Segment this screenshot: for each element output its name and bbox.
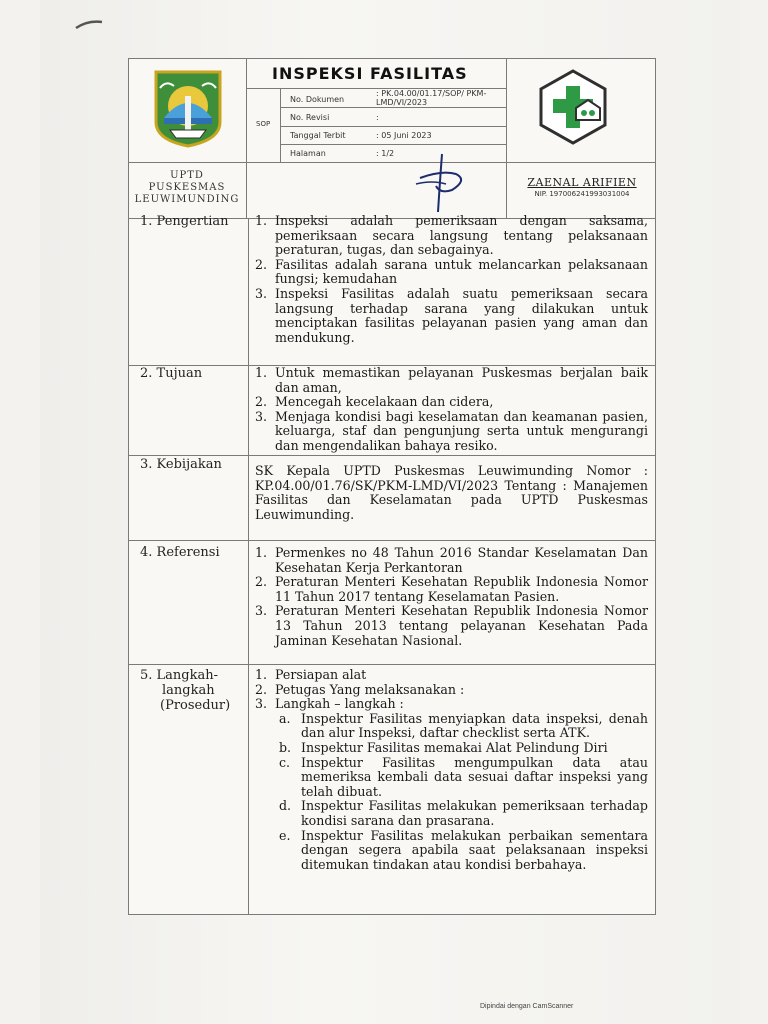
document-title: INSPEKSI FASILITAS (272, 64, 468, 83)
list-item (255, 366, 648, 395)
org-line: LEUWIMUNDING (134, 194, 240, 205)
label-line: 5. Langkah- (140, 668, 219, 683)
scanner-watermark: Dipindai dengan CamScanner (480, 1003, 574, 1010)
item-text: Fasilitas adalah sarana untuk melancarkan pelaksanaan fungsi; kemudahan (275, 256, 648, 287)
meta-label: No. Dokumen (290, 95, 345, 104)
list-item (255, 258, 648, 287)
item-number: 3. (255, 603, 268, 619)
sop-label: SOP (256, 120, 271, 128)
divider (128, 540, 656, 541)
item-text: Inspeksi Fasilitas adalah suatu pemeriksaan secara langsung terhadap sarana yang dilakukan untuk menciptakan fasilitas pelayanan pasien yang aman dan mendukung. (275, 285, 648, 345)
item-number: 3. (255, 408, 268, 424)
item-number: 1. (255, 545, 268, 560)
list-item (255, 604, 648, 648)
divider (280, 144, 506, 145)
list-item (255, 697, 648, 712)
item-text: Inspektur Fasilitas menyiapkan data inspeksi, denah dan alur Inspeksi, daftar checklist serta ATK. (301, 710, 648, 741)
meta-value: : 1/2 (376, 149, 395, 158)
label-line: (Prosedur) (160, 698, 231, 713)
section-body-langkah (255, 668, 648, 872)
item-number: 2. (255, 681, 268, 697)
puskesmas-logo (536, 68, 610, 146)
meta-label: No. Revisi (290, 113, 330, 122)
item-letter: b. (279, 739, 292, 755)
item-text: Persiapan alat (275, 667, 367, 682)
sub-list-item (279, 829, 648, 873)
item-text: Untuk memastikan pelayanan Puskesmas berjalan baik dan aman, (275, 365, 648, 395)
divider (248, 218, 249, 915)
item-letter: d. (279, 798, 292, 814)
item-text: Inspektur Fasilitas memakai Alat Pelindung Diri (301, 739, 608, 755)
item-number: 1. (255, 667, 268, 682)
section-body-referensi (255, 546, 648, 648)
item-number: 1. (255, 213, 268, 228)
meta-value: : PK.04.00/01.17/SOP/ PKM-LMD/VI/2023 (376, 89, 487, 107)
item-text: Menjaga kondisi bagi keselamatan dan keamanan pasien, keluarga, staf dan pengunjung serta untuk mengurangi dan mengendalikan bahaya resiko. (275, 408, 648, 453)
item-text: Inspektur Fasilitas melakukan perbaikan sementara dengan segera apabila saat pelaksanaan inspeksi ditemukan tindakan atau kondisi berbahaya. (301, 827, 648, 872)
section-body-tujuan (255, 366, 648, 454)
section-label-pengertian: 1. Pengertian (140, 214, 229, 229)
divider (128, 455, 656, 456)
divider (280, 88, 281, 162)
list-item (255, 575, 648, 604)
item-number: 3. (255, 696, 268, 712)
org-line: UPTD (170, 170, 204, 181)
section-body-pengertian (255, 214, 648, 345)
sub-list-item (279, 712, 648, 741)
item-text: Peraturan Menteri Kesehatan Republik Indonesia Nomor 11 Tahun 2017 tentang Keselamatan Pasien. (275, 574, 648, 604)
list-item (255, 214, 648, 258)
divider (128, 664, 656, 665)
item-number: 3. (255, 285, 268, 301)
org-line: PUSKESMAS (148, 182, 226, 193)
item-number: 2. (255, 574, 268, 590)
meta-value: : 05 Juni 2023 (376, 131, 432, 140)
section-label-langkah (140, 668, 230, 713)
item-number: 1. (255, 365, 268, 380)
list-item (255, 668, 648, 683)
item-text: Permenkes no 48 Tahun 2016 Standar Keselamatan Dan Kesehatan Kerja Perkantoran (275, 545, 648, 575)
item-letter: a. (279, 710, 291, 726)
divider (506, 58, 507, 218)
list-item (255, 287, 648, 345)
item-text: Inspektur Fasilitas mengumpulkan data atau memeriksa kembali data sesuai daftar inspeksi yang telah dibuat. (301, 754, 648, 799)
item-text: Inspektur Fasilitas melakukan pemeriksaan terhadap kondisi sarana dan prasarana. (301, 798, 648, 828)
sub-list-item (279, 741, 648, 756)
divider (280, 126, 506, 127)
list-item (255, 410, 648, 454)
meta-label: Halaman (290, 149, 326, 158)
regency-emblem-logo (150, 68, 226, 148)
divider (280, 107, 506, 108)
signer-nip: NIP. 197006241993031004 (534, 190, 630, 198)
sub-list-item (279, 799, 648, 828)
section-label-referensi: 4. Referensi (140, 545, 220, 560)
section-label-tujuan: 2. Tujuan (140, 366, 203, 381)
list-item (255, 683, 648, 698)
label-line: langkah (162, 683, 215, 698)
pen-mark (72, 14, 106, 34)
list-item (255, 395, 648, 410)
item-text: Petugas Yang melaksanakan : (275, 681, 465, 697)
item-letter: c. (279, 754, 291, 770)
signature-image (412, 150, 470, 216)
item-letter: e. (279, 827, 291, 843)
meta-label: Tanggal Terbit (290, 131, 346, 140)
meta-value: : (376, 113, 379, 122)
section-label-kebijakan: 3. Kebijakan (140, 457, 222, 472)
item-text: Inspeksi adalah pemeriksaan dengan saksama, pemeriksaan secara langsung tentang pelaksanaan peraturan, tugas, dan sebagainya. (275, 213, 648, 258)
organization-name (132, 170, 242, 206)
list-item (255, 546, 648, 575)
divider (246, 58, 247, 218)
divider (128, 162, 656, 163)
item-text: Langkah – langkah : (275, 696, 404, 712)
sub-list-item (279, 756, 648, 800)
item-text: Peraturan Menteri Kesehatan Republik Indonesia Nomor 13 Tahun 2013 tentang pelayanan Kesehatan Pada Jaminan Kesehatan Nasional. (275, 603, 648, 648)
section-body-kebijakan: SK Kepala UPTD Puskesmas Leuwimunding Nomor : KP.04.00/01.76/SK/PKM-LMD/VI/2023 Tentang : Manajemen Fasilitas dan Keselamatan pada UPTD Puskesmas Leuwimunding. (255, 463, 648, 522)
item-number: 2. (255, 256, 268, 272)
signer-name: ZAENAL ARIFIEN (527, 176, 637, 189)
item-number: 2. (255, 394, 268, 410)
item-text: Mencegah kecelakaan dan cidera, (275, 394, 494, 410)
